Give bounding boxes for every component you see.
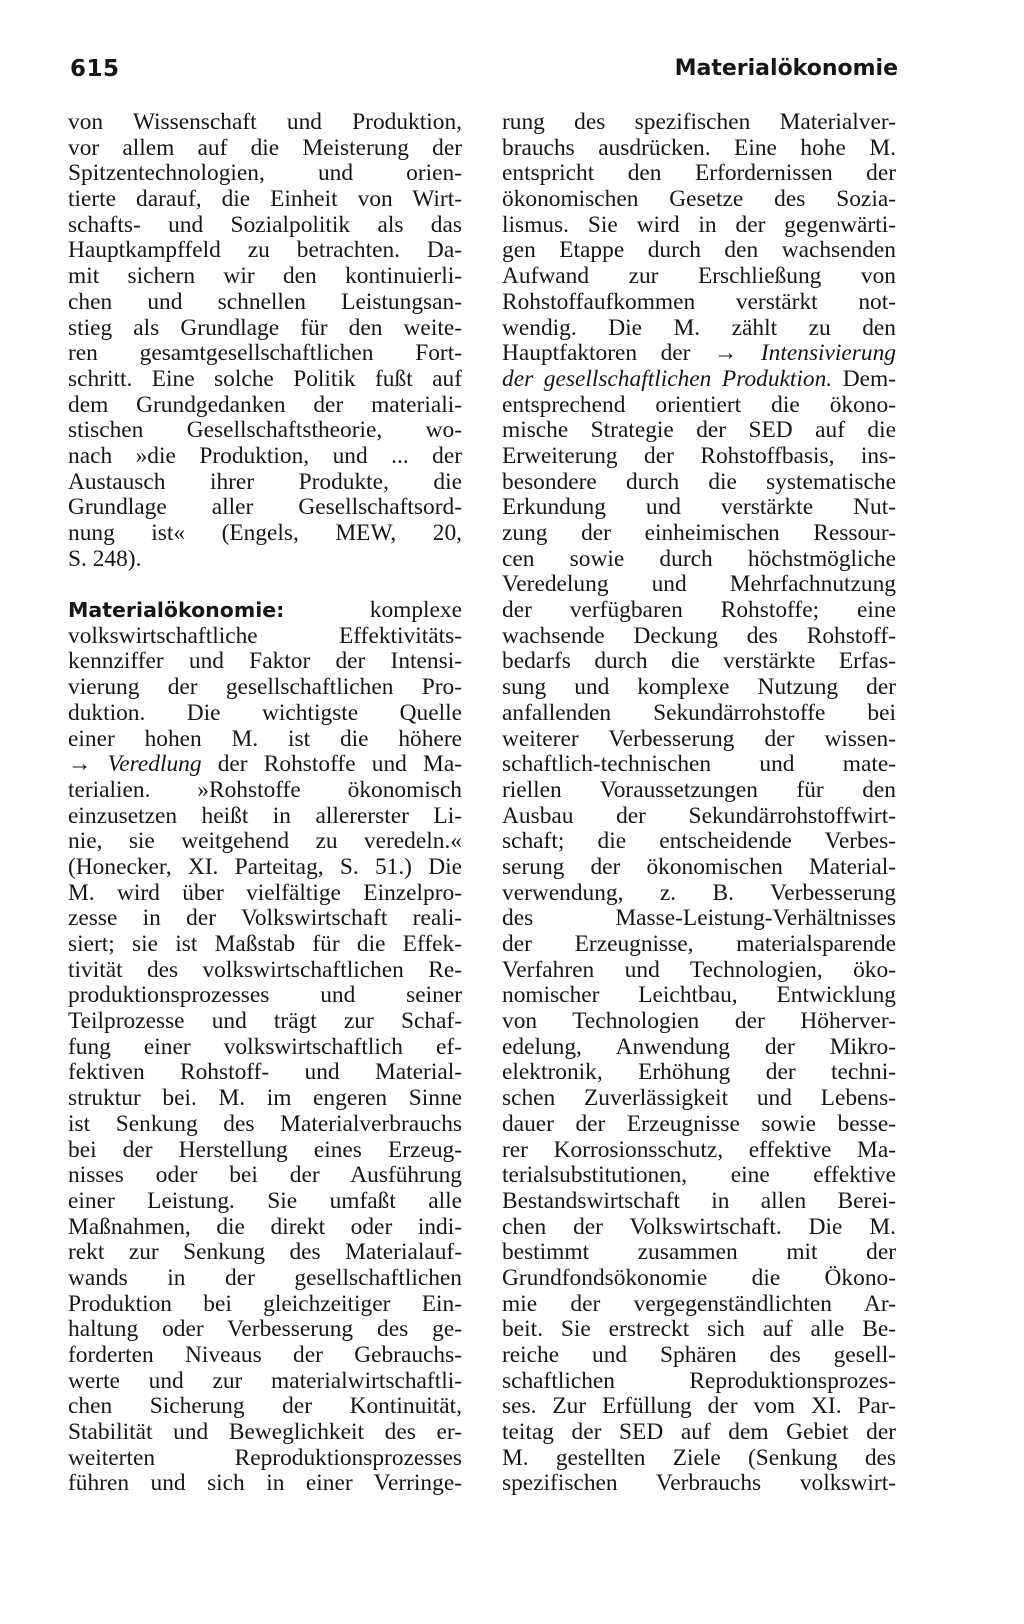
text-line: M. gestellten Ziele (Senkung des bbox=[502, 1445, 896, 1471]
text-line: Hauptkampffeld zu betrachten. Da- bbox=[68, 238, 462, 264]
right-lines-b bbox=[502, 393, 896, 1498]
text-line: rer Korrosionsschutz, effektive Ma- bbox=[502, 1137, 896, 1163]
text-line: struktur bei. M. im engeren Sinne bbox=[68, 1086, 462, 1112]
text-line: Ausbau der Sekundärrohstoffwirt- bbox=[502, 803, 896, 829]
text-line: werte und zur materialwirtschaftli- bbox=[68, 1368, 462, 1394]
text-line: der verfügbaren Rohstoffe; eine bbox=[502, 598, 896, 624]
text-line: nomischer Leichtbau, Entwicklung bbox=[502, 983, 896, 1009]
text-line: zung der einheimischen Ressour- bbox=[502, 521, 896, 546]
text-line: mische Strategie der SED auf die bbox=[502, 418, 896, 444]
text-line: edelung, Anwendung der Mikro- bbox=[502, 1034, 896, 1060]
text-line: elektronik, Erhöhung der techni- bbox=[502, 1060, 896, 1086]
text-line: wendig. Die M. zählt zu den bbox=[502, 315, 896, 341]
cross-reference-line-intensivierung bbox=[502, 341, 896, 367]
text-line: Veredelung und Mehrfachnutzung bbox=[502, 572, 896, 598]
text-line: terialien. »Rohstoffe ökonomisch bbox=[68, 777, 462, 803]
entry-first-line bbox=[68, 598, 462, 624]
text-line: dem Grundgedanken der materiali- bbox=[68, 392, 462, 418]
paragraph-gap bbox=[68, 572, 462, 598]
text-line: duktion. Die wichtigste Quelle bbox=[68, 700, 462, 726]
text-line: (Honecker, XI. Parteitag, S. 51.) Die bbox=[68, 854, 462, 880]
text-line: sung und komplexe Nutzung der bbox=[502, 675, 896, 701]
right-lines-a bbox=[502, 110, 896, 341]
text-line: Verfahren und Technologien, öko- bbox=[502, 957, 896, 983]
text-line: teitag der SED auf dem Gebiet der bbox=[502, 1420, 896, 1446]
text-line: des Masse-Leistung-Verhältnisses bbox=[502, 906, 896, 932]
text-line: weiterten Reproduktionsprozesses bbox=[68, 1445, 462, 1471]
cross-reference-line-intensivierung-2 bbox=[502, 367, 896, 393]
entry-first-line-text: komplexe bbox=[369, 598, 462, 624]
text-line: mie der vergegenständlichten Ar- bbox=[502, 1291, 896, 1317]
text-line: Erkundung und verstärkte Nut- bbox=[502, 495, 896, 521]
text-line: tierte darauf, die Einheit von Wirt- bbox=[68, 187, 462, 213]
text-line: besondere durch die systematische bbox=[502, 469, 896, 495]
text-line: ökonomischen Gesetze des Sozia- bbox=[502, 187, 896, 213]
text-line: serung der ökonomischen Material- bbox=[502, 854, 896, 880]
text-line: schaftlichen Reproduktionsprozes- bbox=[502, 1368, 896, 1394]
text-line: von Technologien der Höherver- bbox=[502, 1009, 896, 1035]
text-line: entspricht den Erfordernissen der bbox=[502, 161, 896, 187]
text-line: der Erzeugnisse, materialsparende bbox=[502, 932, 896, 957]
text-line: forderten Niveaus der Gebrauchs- bbox=[68, 1343, 462, 1368]
text-line: schritt. Eine solche Politik fußt auf bbox=[68, 366, 462, 392]
text-line: siert; sie ist Maßstab für die Effek- bbox=[68, 932, 462, 957]
text-line: nung ist« (Engels, MEW, 20, bbox=[68, 521, 462, 546]
continued-paragraph bbox=[68, 110, 462, 572]
ref-line2-rest: Dem- bbox=[832, 366, 896, 392]
text-line: weiterer Verbesserung der wissen- bbox=[502, 726, 896, 752]
text-line: ses. Zur Erfüllung der vom XI. Par- bbox=[502, 1394, 896, 1420]
text-line: Erweiterung der Rohstoffbasis, ins- bbox=[502, 443, 896, 469]
page-number: 615 bbox=[70, 56, 120, 82]
text-line: führen und sich in einer Verringe- bbox=[68, 1471, 462, 1497]
text-line: stieg als Grundlage für den weite- bbox=[68, 315, 462, 341]
text-line: tivität des volkswirtschaftlichen Re- bbox=[68, 957, 462, 983]
text-line: anfallenden Sekundärrohstoffe bei bbox=[502, 700, 896, 726]
text-line: gen Etappe durch den wachsenden bbox=[502, 238, 896, 264]
text-line: rekt zur Senkung des Materialauf- bbox=[68, 1240, 462, 1266]
text-line: haltung oder Verbesserung des ge- bbox=[68, 1317, 462, 1343]
text-line: Grundlage aller Gesellschaftsord- bbox=[68, 495, 462, 521]
entry-lines-b bbox=[68, 778, 462, 1497]
text-line: beit. Sie erstreckt sich auf alle Be- bbox=[502, 1317, 896, 1343]
text-line: schaft; die entscheidende Verbes- bbox=[502, 829, 896, 855]
arrow-icon: → bbox=[68, 752, 92, 778]
text-line: brauchs ausdrücken. Eine hohe M. bbox=[502, 135, 896, 161]
text-line: lismus. Sie wird in der gegenwärti- bbox=[502, 212, 896, 238]
text-line: chen und schnellen Leistungsan- bbox=[68, 289, 462, 315]
text-line: Maßnahmen, die direkt oder indi- bbox=[68, 1214, 462, 1240]
text-line: bedarfs durch die verstärkte Erfas- bbox=[502, 649, 896, 675]
cross-reference-intensivierung-cont[interactable]: der gesellschaftlichen Produktion. bbox=[502, 366, 833, 392]
text-line: einer hohen M. ist die höhere bbox=[68, 726, 462, 752]
cross-reference-line-veredlung bbox=[68, 752, 462, 778]
text-line: Bestandswirtschaft in allen Berei- bbox=[502, 1188, 896, 1214]
text-line: Grundfondsökonomie die Ökono- bbox=[502, 1265, 896, 1291]
text-line: verwendung, z. B. Verbesserung bbox=[502, 880, 896, 906]
text-line: ren gesamtgesellschaftlichen Fort- bbox=[68, 341, 462, 367]
running-head: Materialökonomie bbox=[674, 56, 898, 81]
text-line: einer Leistung. Sie umfaßt alle bbox=[68, 1188, 462, 1214]
text-line: bestimmt zusammen mit der bbox=[502, 1240, 896, 1266]
text-line: einzusetzen heißt in allererster Li- bbox=[68, 803, 462, 829]
text-line: cen sowie durch höchstmögliche bbox=[502, 546, 896, 572]
cross-reference-veredlung[interactable]: Veredlung bbox=[107, 752, 202, 778]
text-line: nisses oder bei der Ausführung bbox=[68, 1163, 462, 1189]
cross-reference-veredlung-rest: der Rohstoffe und Ma- bbox=[201, 752, 462, 778]
text-line: zesse in der Volkswirtschaft reali- bbox=[68, 906, 462, 932]
text-line: wachsende Deckung des Rohstoff- bbox=[502, 623, 896, 649]
text-line: von Wissenschaft und Produktion, bbox=[68, 110, 462, 135]
text-line: chen der Volkswirtschaft. Die M. bbox=[502, 1214, 896, 1240]
text-line: stischen Gesellschaftstheorie, wo- bbox=[68, 418, 462, 444]
text-line: Austausch ihrer Produkte, die bbox=[68, 469, 462, 495]
text-line: volkswirtschaftliche Effektivitäts- bbox=[68, 623, 462, 649]
text-line: kennziffer und Faktor der Intensi- bbox=[68, 649, 462, 675]
text-line: spezifischen Verbrauchs volkswirt- bbox=[502, 1471, 896, 1497]
text-line: produktionsprozesses und seiner bbox=[68, 983, 462, 1009]
text-line: Spitzentechnologien, und orien- bbox=[68, 161, 462, 187]
text-line: vierung der gesellschaftlichen Pro- bbox=[68, 675, 462, 701]
text-line: nach »die Produktion, und ... der bbox=[68, 443, 462, 469]
arrow-icon: → bbox=[713, 341, 738, 367]
text-line: nie, sie weitgehend zu veredeln.« bbox=[68, 829, 462, 855]
text-line: bei der Herstellung eines Erzeug- bbox=[68, 1137, 462, 1163]
text-line: Rohstoffaufkommen verstärkt not- bbox=[502, 289, 896, 315]
cross-reference-intensivierung[interactable]: Intensivierung bbox=[737, 341, 896, 367]
text-line: dauer der Erzeugnisse sowie besse- bbox=[502, 1111, 896, 1137]
text-line: vor allem auf die Meisterung der bbox=[68, 135, 462, 161]
text-line: schen Zuverlässigkeit und Lebens- bbox=[502, 1086, 896, 1112]
text-line: schafts- und Sozialpolitik als das bbox=[68, 212, 462, 238]
text-line: entsprechend orientiert die ökono- bbox=[502, 392, 896, 418]
text-line: fektiven Rohstoff- und Material- bbox=[68, 1060, 462, 1086]
text-line: chen Sicherung der Kontinuität, bbox=[68, 1394, 462, 1420]
text-line: Stabilität und Beweglichkeit des er- bbox=[68, 1420, 462, 1446]
right-column bbox=[502, 110, 896, 1497]
text-line: terialsubstitutionen, eine effektive bbox=[502, 1163, 896, 1189]
left-column bbox=[68, 110, 462, 1497]
text-line: mit sichern wir den kontinuierli- bbox=[68, 264, 462, 290]
text-line: schaftlich-technischen und mate- bbox=[502, 752, 896, 778]
entry-headword: Materialökonomie: bbox=[68, 598, 285, 623]
text-line: S. 248). bbox=[68, 546, 142, 572]
text-line: wands in der gesellschaftlichen bbox=[68, 1265, 462, 1291]
text-line: Produktion bei gleichzeitiger Ein- bbox=[68, 1291, 462, 1317]
entry-lines-a bbox=[68, 624, 462, 752]
text-line: rung des spezifischen Materialver- bbox=[502, 110, 896, 135]
text-line: riellen Voraussetzungen für den bbox=[502, 777, 896, 803]
text-line: fung einer volkswirtschaftlich ef- bbox=[68, 1034, 462, 1060]
text-line: reiche und Sphären des gesell- bbox=[502, 1343, 896, 1368]
ref-line-prefix: Hauptfaktoren der bbox=[502, 341, 714, 367]
text-line: Aufwand zur Erschließung von bbox=[502, 264, 896, 290]
text-line: ist Senkung des Materialverbrauchs bbox=[68, 1111, 462, 1137]
text-line: M. wird über vielfältige Einzelpro- bbox=[68, 880, 462, 906]
text-line: Teilprozesse und trägt zur Schaf- bbox=[68, 1009, 462, 1035]
